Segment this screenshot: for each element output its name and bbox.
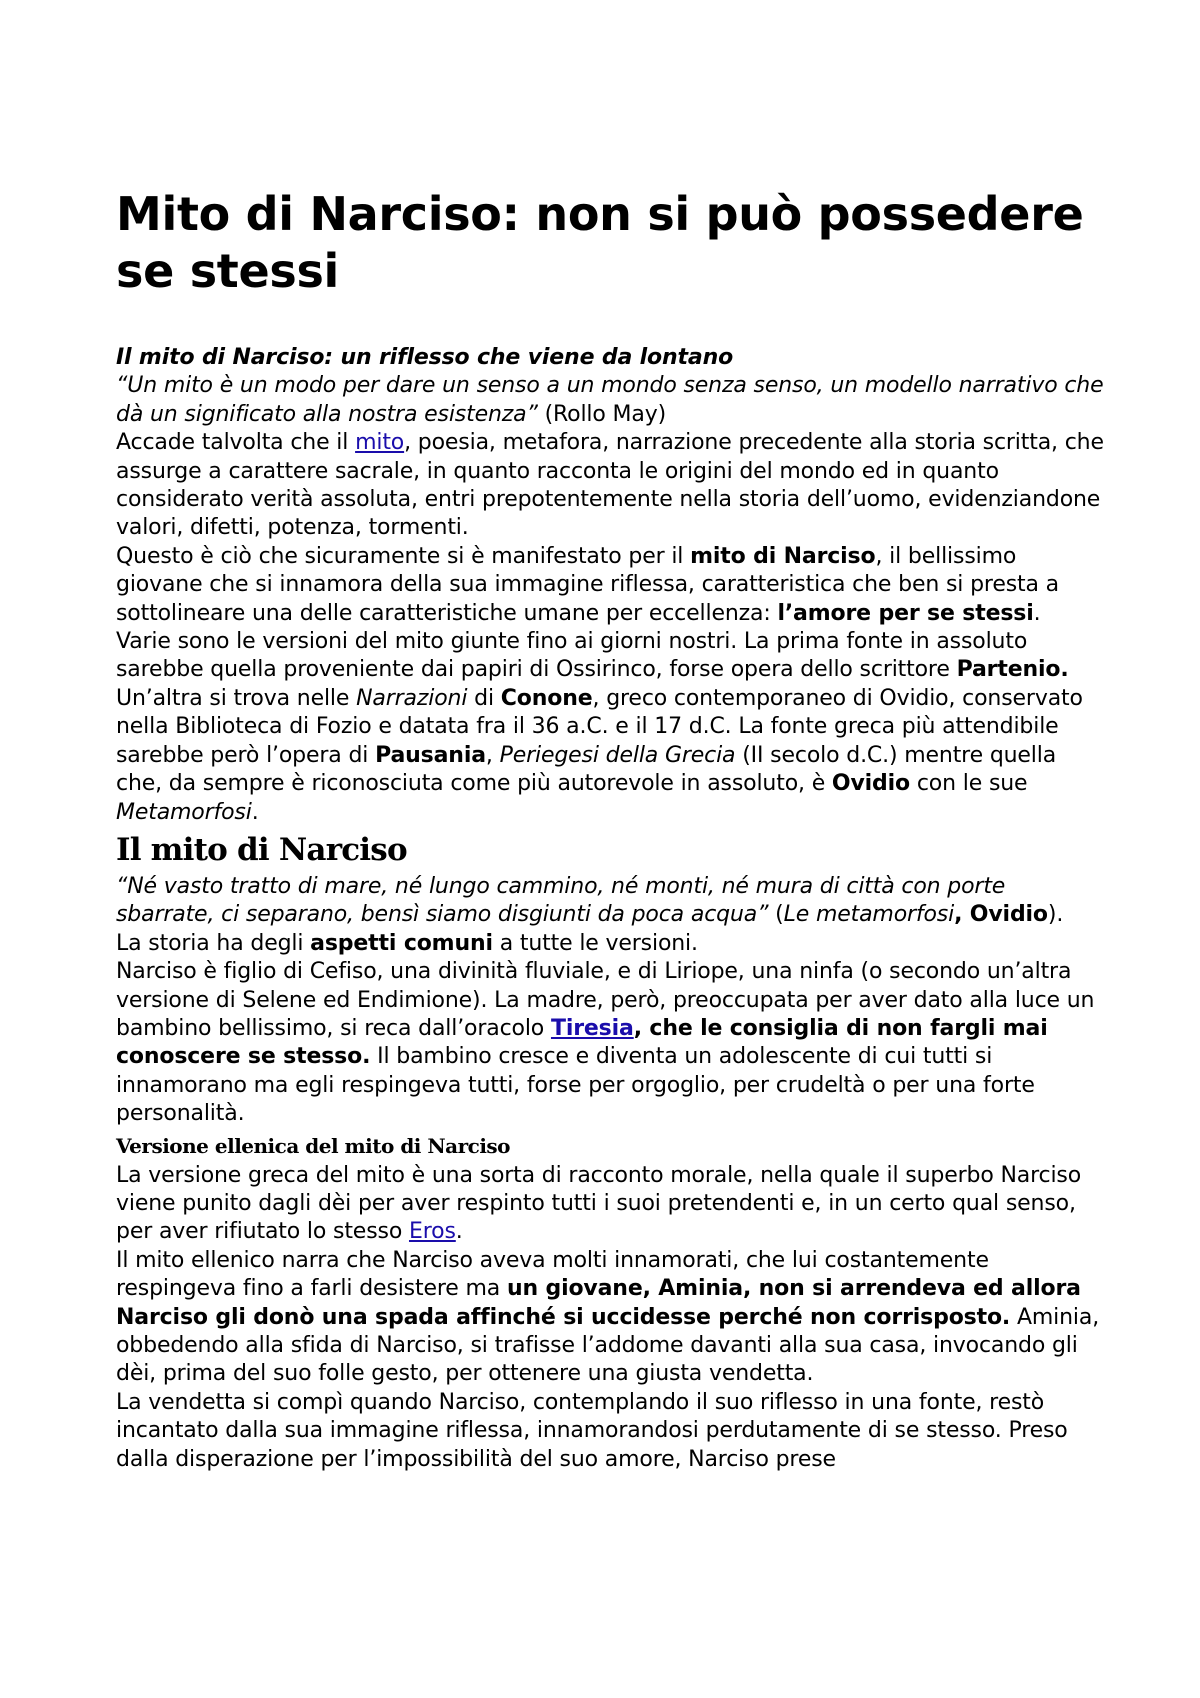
bold-text: , che le consiglia di non fargli mai conoscere se stesso. — [116, 1015, 1048, 1070]
page-title: Mito di Narciso: non si può possedere se stessi — [116, 187, 1084, 298]
ovid-quote — [116, 873, 1106, 930]
paragraph — [116, 628, 1106, 827]
section-heading: Il mito di Narciso — [116, 831, 407, 868]
document-page — [116, 186, 1106, 1474]
text: Accade talvolta che il — [116, 430, 356, 456]
text: Aminia, obbedendo alla sfida di Narciso, si trafisse l’addome davanti alla sua casa, invocando gli dèi, prima del suo folle gesto, per ottenere una giusta vendetta. — [116, 1304, 1100, 1387]
quote-text: “Un mito è un modo per dare un senso a un mondo senza senso, un modello narrativo che dà un significato alla nostra esistenza” — [116, 373, 1104, 427]
paragraph — [116, 543, 1106, 628]
quote-author: (Rollo May) — [537, 401, 667, 427]
text: Un’altra si trova nelle — [116, 685, 357, 711]
text: ). — [1047, 902, 1064, 928]
link-text[interactable]: Tiresia — [550, 1015, 634, 1041]
text: . — [1033, 600, 1041, 626]
quote-text: “Né vasto tratto di mare, né lungo cammino, né monti, né mura di città con porte sbarrate, ci separano, bensì siamo disgiunti da poca acqua” — [116, 873, 1006, 928]
paragraph — [116, 429, 1106, 543]
text: , il bellissimo giovane che si innamora della sua immagine riflessa, caratteristica che ben si presta a sottolineare una delle caratteristiche umane per eccellenza: — [116, 543, 1060, 626]
bold-text: Ovidio — [831, 771, 911, 797]
text: di — [467, 685, 501, 711]
bold-text: Pausania — [375, 742, 486, 768]
text: Narciso è figlio di Cefiso, una divinità fluviale, e di Liriope, una ninfa (o secondo un’altra versione di Selene ed Endimione). La madre, però, preoccupata per aver dato alla luce un bambino bellissimo, si reca dall’oracolo — [116, 959, 1095, 1041]
text: (II secolo d.C.) mentre quella che, da sempre è riconosciuta come più autorevole in assoluto, è — [116, 742, 1057, 797]
text: La versione greca del mito è una sorta di racconto morale, nella quale il superbo Narciso viene punito dagli dèi per aver respinto tutti i suoi pretendenti e, in un certo qual senso, per aver rifiutato lo stesso — [116, 1162, 1082, 1245]
section-subtitle: Il mito di Narciso: un riflesso che viene da lontano — [116, 345, 734, 370]
link-eros[interactable]: Eros — [408, 1219, 456, 1245]
italic-text: Periegesi della Grecia — [499, 742, 736, 768]
text: . — [455, 1219, 463, 1245]
bold-text: aspetti comuni — [310, 930, 493, 956]
paragraph — [116, 958, 1106, 1128]
paragraph — [116, 1162, 1106, 1247]
italic-text: Metamorfosi — [116, 799, 252, 825]
bold-text: Conone — [500, 685, 593, 711]
text: La storia ha degli — [116, 930, 311, 956]
bold-text: Partenio. — [956, 657, 1069, 683]
bold-text: mito di Narciso — [690, 543, 876, 569]
paragraph — [116, 1247, 1106, 1389]
bold-text: un giovane, Aminia, non si arrendeva ed allora Narciso gli donò una spada affinché si uccidesse perché non corrisposto. — [116, 1276, 1081, 1330]
subsection-heading: Versione ellenica del mito di Narciso — [116, 1133, 511, 1158]
link-mito[interactable]: mito — [355, 430, 405, 456]
italic-text: Le metamorfosi — [783, 902, 955, 928]
text: ( — [768, 902, 784, 928]
italic-text: Narrazioni — [356, 685, 468, 711]
text: Il mito ellenico narra che Narciso aveva molti innamorati, che lui costantemente respingeva fino a farli desistere ma — [116, 1247, 989, 1302]
text: , greco contemporaneo di Ovidio, conservato nella Biblioteca di Fozio e datata fra il 36 a.C. e il 17 d.C. La fonte greca più attendibile sarebbe però l’opera di — [116, 685, 1083, 768]
paragraph: La vendetta si compì quando Narciso, contemplando il suo riflesso in una fonte, restò incantato dalla sua immagine riflessa, innamorandosi perdutamente di se stesso. Preso dalla disperazione per l’impossibilità del suo amore, Narciso prese — [116, 1389, 1068, 1472]
text: Questo è ciò che sicuramente si è manifestato per il — [116, 543, 691, 569]
text: , — [485, 742, 500, 768]
intro-quote — [116, 372, 1106, 429]
text: con le sue — [910, 771, 1028, 797]
paragraph — [116, 930, 1106, 958]
link-tiresia[interactable] — [551, 1016, 634, 1041]
text: Varie sono le versioni del mito giunte fino ai giorni nostri. La prima fonte in assoluto sarebbe quella proveniente dai papiri di Ossirinco, forse opera dello scrittore — [116, 629, 1028, 683]
bold-text: , Ovidio — [954, 902, 1048, 928]
text: Il bambino cresce e diventa un adolescente di cui tutti si innamorano ma egli respingeva tutti, forse per orgoglio, per crudeltà o per una forte personalità. — [116, 1044, 1035, 1127]
text: , poesia, metafora, narrazione precedente alla storia scritta, che assurge a carattere sacrale, in quanto racconta le origini del mondo ed in quanto considerato verità assoluta, entri prepotentemente nella storia dell’uomo, evidenziandone valori, difetti, potenza, tormenti. — [116, 430, 1104, 541]
bold-text: l’amore per se stessi — [777, 600, 1034, 626]
text: . — [251, 799, 259, 825]
text: a tutte le versioni. — [492, 930, 698, 956]
